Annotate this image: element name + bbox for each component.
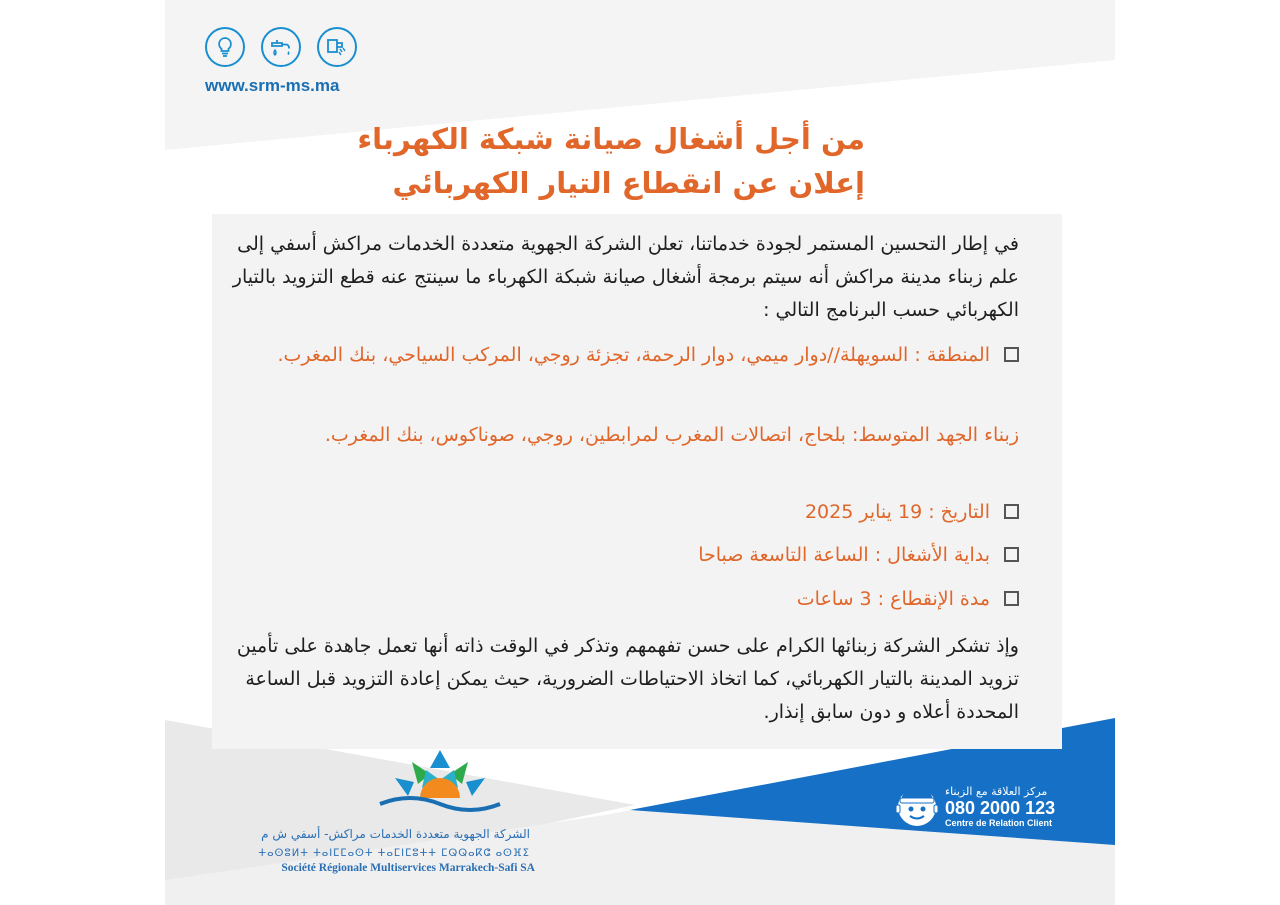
checkbox-icon xyxy=(1004,347,1019,362)
title-line-1: من أجل أشغال صيانة شبكة الكهرباء xyxy=(357,122,865,156)
water-tap-icon xyxy=(261,27,301,67)
mascot-headset-icon xyxy=(892,780,942,830)
date-text: التاريخ : 19 يناير 2025 xyxy=(804,501,990,523)
hotline-label-fr: Centre de Relation Client xyxy=(945,818,1053,828)
checkbox-icon xyxy=(1004,591,1019,606)
title-line-2: إعلان عن انقطاع التيار الكهربائي xyxy=(392,166,865,200)
website-url[interactable]: www.srm-ms.ma xyxy=(205,76,340,95)
duration-text: مدة الإنقطاع : 3 ساعات xyxy=(796,588,990,610)
zone-text: المنطقة : السويهلة//دوار ميمي، دوار الرحمة، تجزئة روجي، المركب السياحي، بنك المغرب. xyxy=(277,344,990,366)
company-name-ar: الشركة الجهوية متعددة الخدمات مراكش- أسفي ش م xyxy=(261,827,530,841)
list-item-start xyxy=(229,539,1019,572)
hotline-number[interactable]: 080 2000 123 xyxy=(945,798,1056,818)
medium-voltage-text: زبناء الجهد المتوسط: بلحاج، اتصالات المغرب لمرابطين، روجي، صوناكوس، بنك المغرب. xyxy=(324,424,1019,446)
list-item-date xyxy=(229,496,1019,529)
logo-emblem xyxy=(230,742,550,832)
lightbulb-icon xyxy=(205,27,245,67)
start-text: بداية الأشغال : الساعة التاسعة صباحا xyxy=(698,544,990,566)
hotline-label-ar: مركز العلاقة مع الزبناء xyxy=(945,785,1048,798)
intro-paragraph: في إطار التحسين المستمر لجودة خدماتنا، تعلن الشركة الجهوية متعددة الخدمات مراكش أسفي إلى علم زبناء مدينة مراكش أنه سيتم برمجة أشغال صيانة شبكة الكهرباء ما سينتج عنه قطع التزويد بالتيار الكهربائي حسب البرنامج التالي : xyxy=(232,233,1019,321)
list-item-zone xyxy=(229,339,1019,372)
list-item-duration xyxy=(229,583,1019,616)
list-item-medium-voltage xyxy=(229,419,1019,452)
company-logo xyxy=(230,742,550,892)
company-name-fr: Société Régionale Multiservices Marrakech-Safi SA xyxy=(281,862,535,874)
content-panel xyxy=(212,214,1062,749)
company-name-tifinagh: ⵜⴰⵙⵓⵍⵜ ⵜⴰⵏⵎⵎⴰⵙⵜ ⵜⴰⵎⵏⵎⵓⵜⵜ ⵎⵕⵕⴰⴽⵛ ⴰⵙⴼⵉ xyxy=(258,848,530,859)
closing-paragraph: وإذ تشكر الشركة زبنائها الكرام على حسن تفهمهم وتذكر في الوقت ذاته أنها تعمل جاهدة على تأمين تزويد المدينة بالتيار الكهربائي، كما اتخاذ الاحتياطات الضرورية، حيث يمكن إعادة التزويد قبل الساعة المحددة أعلاه و دون سابق إنذار. xyxy=(236,635,1019,723)
checkbox-icon xyxy=(1004,547,1019,562)
hotline-block xyxy=(945,785,1065,828)
sanitation-icon xyxy=(317,27,357,67)
announcement-poster xyxy=(165,0,1115,905)
checkbox-icon xyxy=(1004,504,1019,519)
